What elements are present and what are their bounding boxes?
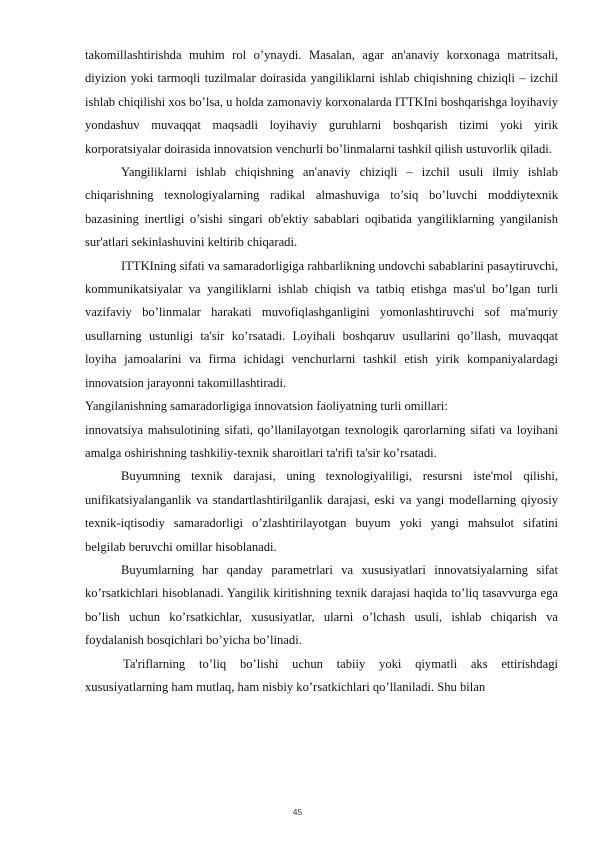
page-body xyxy=(85,44,558,699)
page-number: 45 xyxy=(292,807,303,817)
paragraph-quality-management: ITTKIning sifati va samaradorligiga rahbarlikning undovchi sabablarini pasaytiruvchi, kommunikatsiyalar va yangiliklarni ishlab chiqish va tatbiq etishga mas'ul bo’lgan turli vazifaviy bo’linmalar harakati muvofiqlashganligini yomonlashtiruvchi sof ma'muriy usullarning ustunligi ta'sir ko’rsatadi. Loyihali boshqaruv usullarini qo’llash, muvaqqat loyiha jamoalarini va firma ichidagi venchurlarni tashkil etish yirik kompaniyalardagi innovatsion jarayonni takomillashtiradi. xyxy=(85,258,558,390)
paragraph-continuation: takomillashtirishda muhim rol o’ynaydi. Masalan, agar an'anaviy korxonaga matritsali, diyizion yoki tarmoqli tuzilmalar doirasida yangiliklarni ishlab chiqishning chiziqli – izchil ishlab chiqilishi xos bo’lsa, u holda zamonaviy korxonalarda ITTKIni boshqarishga loyihaviy yondashuv muvaqqat maqsadli loyihaviy guruhlarni boshqarish tizimi yoki yirik korporatsiyalar doirasida innovatsion venchurli bo’linmalarni tashkil qilish ustuvorlik qiladi. xyxy=(85,48,558,156)
paragraph-factors-list: innovatsiya mahsulotining sifati, qo’llanilayotgan texnologik qarorlarning sifati va loyihani amalga oshirishning tashkiliy-texnik sharoitlari ta'rifi ta'sir ko’rsatadi. xyxy=(85,422,558,460)
paragraph-technical-level: Buyumning texnik darajasi, uning texnologiyaliligi, resursni iste'mol qilishi, unifikatsiyalanganlik va standartlashtirilganlik darajasi, eski va yangi modellarning qiyosiy texnik-iqtisodiy samaradorligi o’zlashtirilayotgan buyum yoki yangi mahsulot sifatini belgilab beruvchi omillar hisoblanadi. xyxy=(85,469,558,554)
paragraph-parameters: Buyumlarning har qanday parametrlari va xususiyatlari innovatsiyalarning sifat ko’rsatkichlari hisoblanadi. Yangilik kiritishning texnik darajasi haqida to’liq tasavvurga ega bo’lish uchun ko’rsatkichlar, xususiyatlar, ularni o’lchash usuli, ishlab chiqarish va foydalanish bosqichlari bo’yicha bo’linadi. xyxy=(85,562,558,648)
paragraph-factors-heading: Yangilanishning samaradorligiga innovatsion faoliyatning turli omillari: xyxy=(85,399,448,414)
paragraph-definitions: Ta'riflarning to’liq bo’lishi uchun tabiiy yoki qiymatli aks ettirishdagi xususiyatlarning ham mutlaq, ham nisbiy ko’rsatkichlari qo’llaniladi. Shu bilan xyxy=(85,656,558,694)
paragraph-traditional-method: Yangiliklarni ishlab chiqishning an'anaviy chiziqli – izchil usuli ilmiy ishlab chiqarishning texnologiyalarning radikal almashuviga to’siq bo’luvchi moddiytexnik bazasining inertligi o’sishi singari ob'ektiy sabablari oqibatida yangiliklarning yangilanish sur'atlari sekinlashuvini keltirib chiqaradi. xyxy=(85,165,558,250)
